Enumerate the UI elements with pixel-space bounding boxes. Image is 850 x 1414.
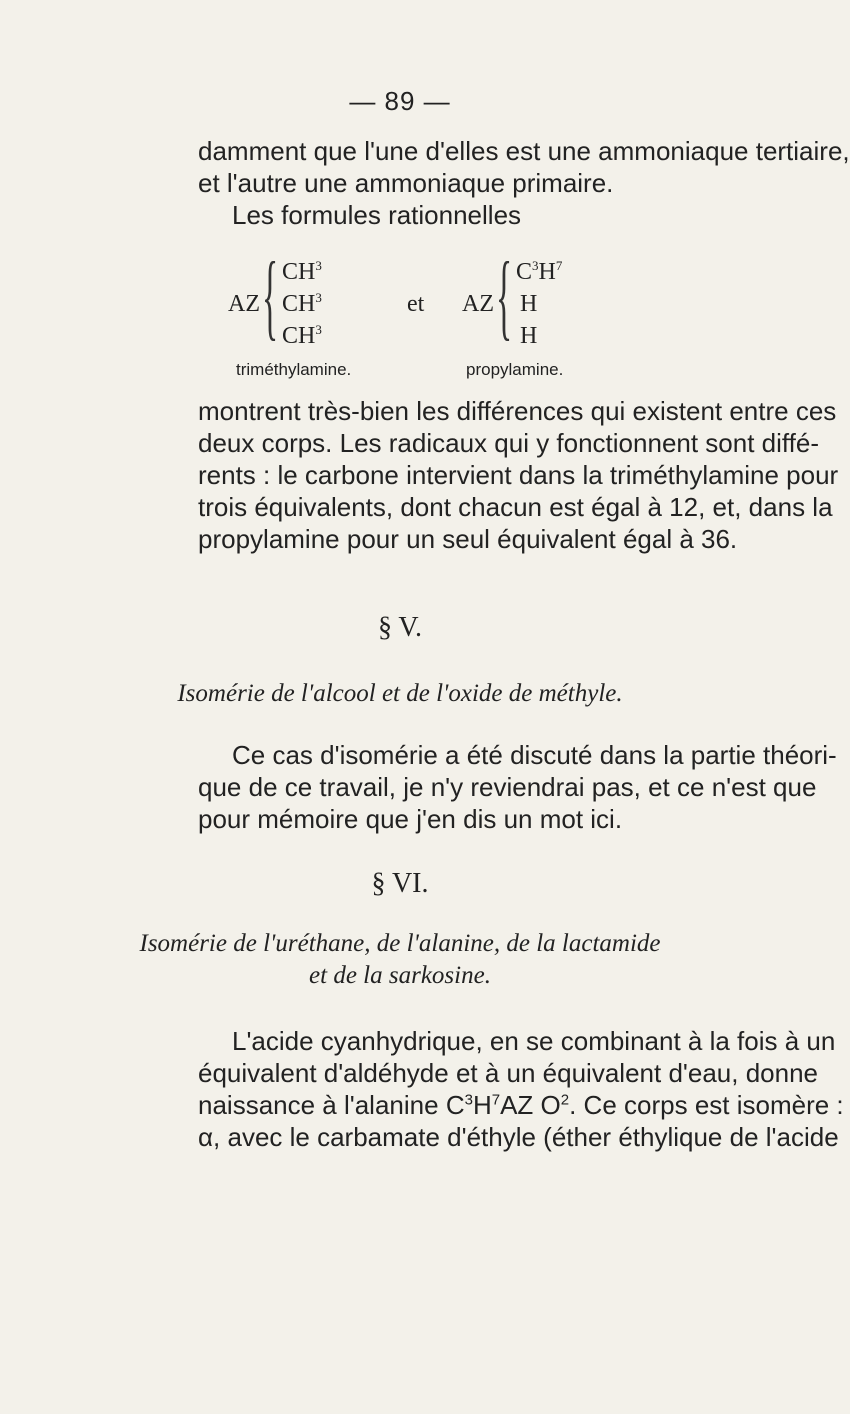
brace-icon: { (262, 242, 279, 349)
text-line: et l'autre une ammoniaque primaire. (198, 168, 614, 198)
formula-right-row: $C^3H^7$ (516, 258, 563, 285)
formula-right-row: H (520, 323, 538, 349)
text-line: pour mémoire que j'en dis un mot ici. (198, 804, 623, 834)
text-line: montrent très-bien les différences qui existent entre ces (198, 396, 837, 426)
section-title: Isomérie de l'alcool et de l'oxide de méthyle. (177, 680, 623, 707)
text-line: naissance à l'alanine $C^3H^7AZ$ $O^2$. Ce corps est isomère : (198, 1090, 844, 1120)
text-line: damment que l'une d'elles est une ammoniaque tertiaire, (198, 136, 850, 166)
text-line: que de ce travail, je n'y reviendrai pas, et ce n'est que (198, 772, 817, 802)
formula-left-row: $CH^3$ (282, 322, 322, 349)
text-line: équivalent d'aldéhyde et à un équivalent d'eau, donne (198, 1058, 818, 1088)
section-title: Isomérie de l'uréthane, de l'alanine, de la lactamide (139, 930, 661, 957)
text-line: L'acide cyanhydrique, en se combinant à la fois à un (232, 1026, 836, 1056)
text-line: Les formules rationnelles (232, 200, 522, 230)
text-line: deux corps. Les radicaux qui y fonctionnent sont diffé- (198, 428, 820, 458)
section-title: et de la sarkosine. (309, 962, 491, 989)
inline-formula: $C^3H^7AZ$ $O^2$ (445, 1090, 570, 1120)
formula-right-prefix: AZ (462, 291, 494, 317)
brace-icon: { (496, 242, 513, 349)
formula-right-row: H (520, 291, 538, 317)
formula-connector: et (407, 291, 425, 317)
formula-left-row: $CH^3$ (282, 258, 322, 285)
formula-left-row: $CH^3$ (282, 290, 322, 317)
page-number: — 89 — (349, 86, 451, 116)
formula-right-caption: propylamine. (466, 360, 564, 379)
text-line: Ce cas d'isomérie a été discuté dans la partie théori- (232, 740, 837, 770)
formula-left-prefix: AZ (228, 291, 260, 317)
text-line: trois équivalents, dont chacun est égal à 12, et, dans la (198, 492, 833, 522)
text-line: α, avec le carbamate d'éthyle (éther éthylique de l'acide (198, 1122, 839, 1152)
formula-left-caption: triméthylamine. (236, 360, 352, 379)
section-heading: § V. (377, 612, 423, 643)
section-heading: § VI. (371, 868, 429, 899)
text-line: rents : le carbone intervient dans la triméthylamine pour (198, 460, 839, 490)
text-line: propylamine pour un seul équivalent égal à 36. (198, 524, 738, 554)
